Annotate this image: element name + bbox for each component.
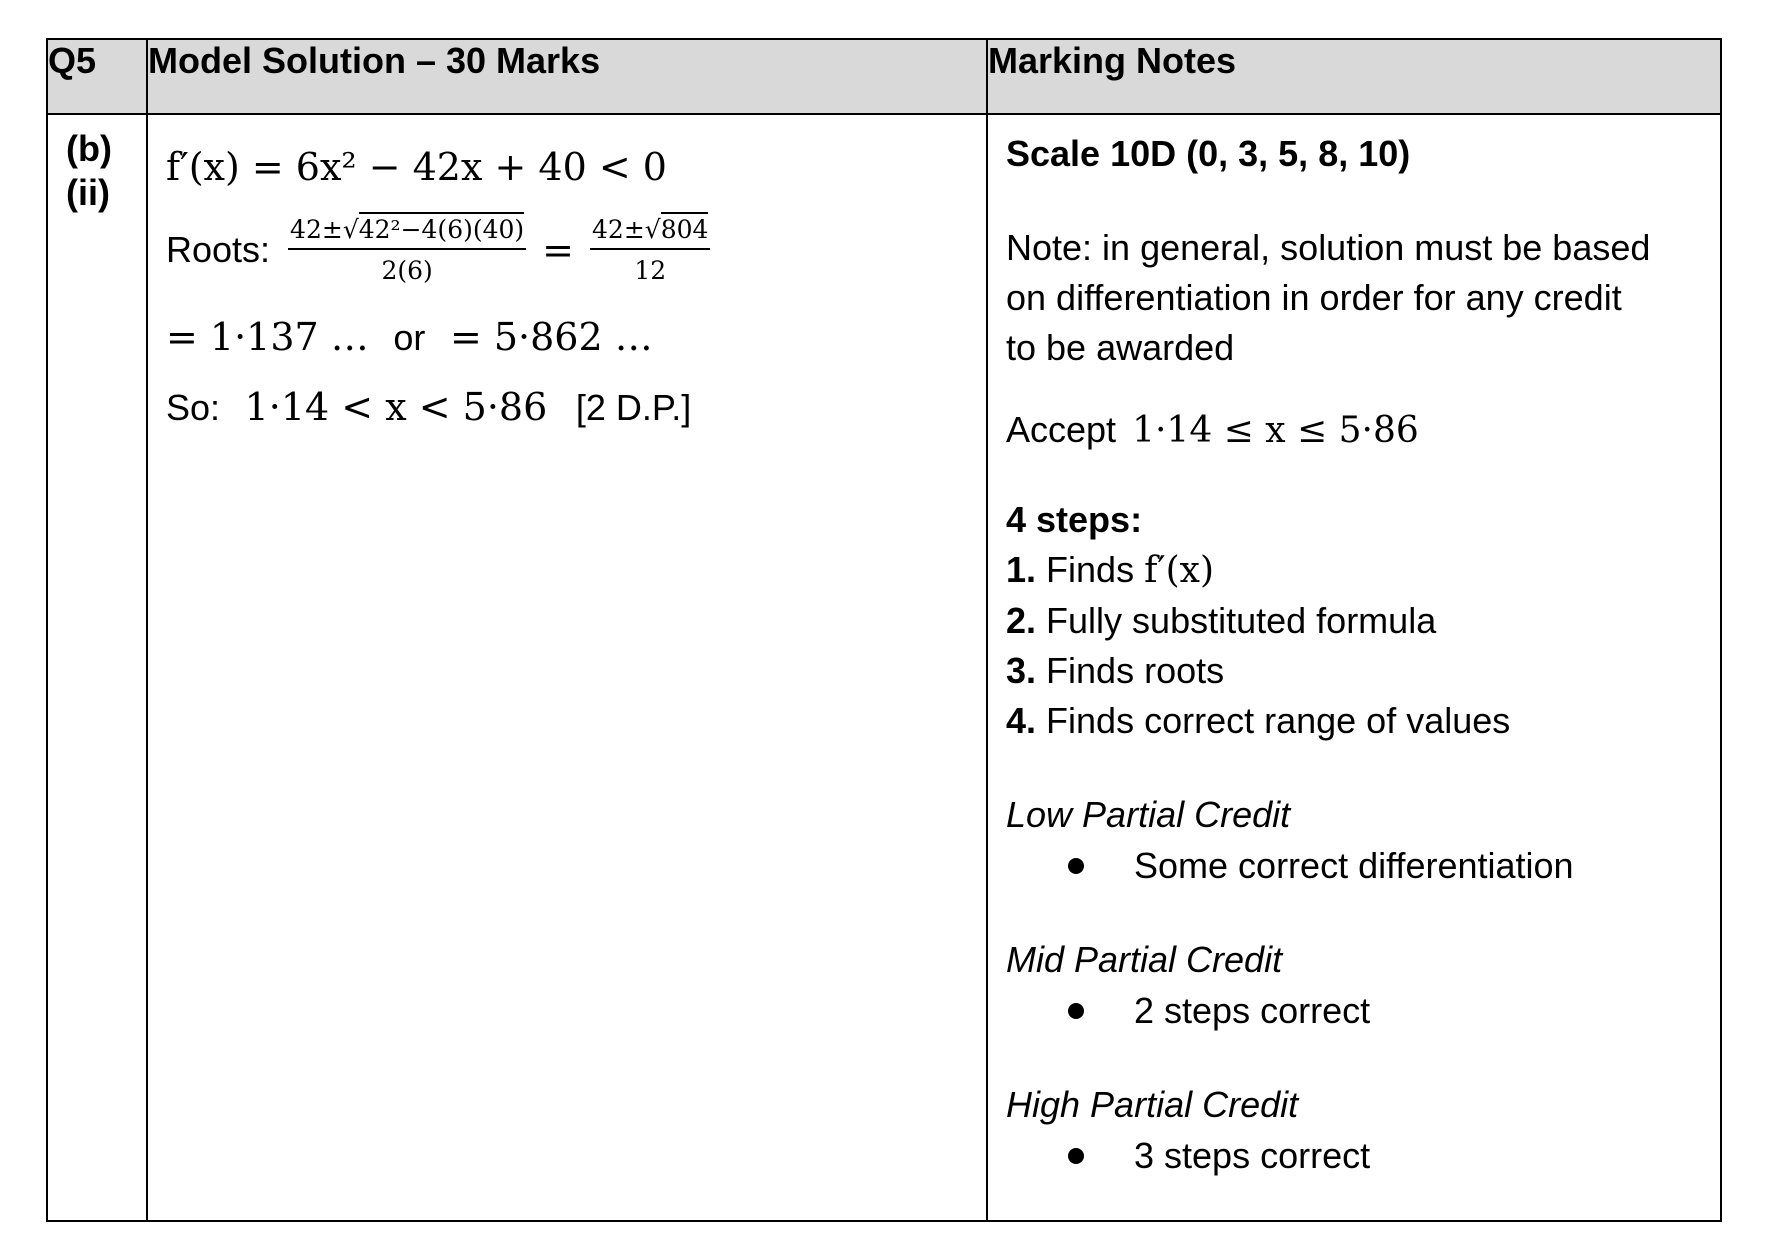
- step-item: [1006, 696, 1706, 746]
- accept-range: 1·14 ≤ x ≤ 5·86: [1132, 410, 1419, 451]
- range-inequality: 1·14 < x < 5·86: [244, 385, 548, 429]
- step-item: [1006, 646, 1706, 696]
- step-text: Finds correct range of values: [1046, 700, 1511, 741]
- high-credit-title: High Partial Credit: [1006, 1084, 1299, 1125]
- step-number: 2.: [1006, 600, 1037, 641]
- simplified-radicand: 804: [661, 212, 709, 244]
- fraction-numerator: [288, 215, 526, 250]
- root-one: = 1·137 …: [166, 315, 369, 359]
- step-item: [1006, 596, 1706, 646]
- fraction-denominator: 2(6): [381, 256, 433, 285]
- accept-label: Accept: [1006, 409, 1117, 450]
- root-two: = 5·862 …: [449, 315, 653, 359]
- low-credit-title: Low Partial Credit: [1006, 794, 1291, 835]
- derivative-inequality: f′(x) = 6x² − 42x + 40 < 0: [166, 145, 667, 189]
- simplified-denominator: 12: [634, 256, 667, 285]
- roots-values: [166, 315, 653, 360]
- decimal-places-note: [2 D.P.]: [575, 387, 692, 428]
- body-row: [48, 114, 1720, 1220]
- general-note: [1006, 223, 1706, 373]
- accept-note: [1006, 405, 1706, 456]
- scale-label: Scale 10D (0, 3, 5, 8, 10): [1006, 133, 1411, 174]
- high-credit-item: [1068, 1135, 1370, 1177]
- header-question: Q5: [48, 40, 147, 114]
- radicand: 42²−4(6)(40): [359, 212, 524, 244]
- roots-line: [166, 215, 716, 285]
- bullet-icon: [1068, 858, 1084, 874]
- model-solution-cell: [147, 114, 987, 1220]
- steps-block: [1006, 495, 1706, 746]
- step-number: 1.: [1006, 549, 1037, 590]
- step-item: [1006, 545, 1706, 596]
- roots-label: Roots:: [166, 229, 271, 270]
- bullet-icon: [1068, 1148, 1084, 1164]
- part-label: [48, 115, 146, 215]
- note-line-3: to be awarded: [1006, 327, 1235, 368]
- sqrt-icon: √: [644, 215, 661, 244]
- bullet-icon: [1068, 1003, 1084, 1019]
- low-credit-item: [1068, 845, 1574, 887]
- mid-credit-text: 2 steps correct: [1134, 990, 1371, 1031]
- step-text: Finds roots: [1046, 650, 1225, 691]
- quadratic-formula-fraction: [288, 215, 526, 285]
- simplified-prefix: 42±: [592, 215, 645, 244]
- step-number: 3.: [1006, 650, 1037, 691]
- sqrt-icon: √: [342, 215, 359, 244]
- numerator-prefix: 42±: [290, 215, 343, 244]
- part-label-ii: (ii): [66, 172, 110, 213]
- simplified-numerator: [590, 215, 710, 250]
- marking-scheme-table: [46, 38, 1722, 1222]
- marking-notes-cell: [987, 114, 1720, 1220]
- equals-sign: =: [542, 228, 575, 272]
- step-number: 4.: [1006, 700, 1037, 741]
- part-label-b: (b): [66, 128, 112, 169]
- header-row: [48, 40, 1720, 114]
- step-text: Finds: [1046, 549, 1135, 590]
- steps-title: 4 steps:: [1006, 499, 1143, 540]
- step-text: Fully substituted formula: [1046, 600, 1437, 641]
- simplified-fraction: [590, 215, 710, 285]
- solution-range: [166, 385, 691, 430]
- grid: [48, 40, 1720, 1220]
- note-line-2: on differentiation in order for any credit: [1006, 277, 1622, 318]
- so-label: So:: [166, 387, 221, 428]
- or-word: or: [393, 317, 426, 358]
- high-credit-text: 3 steps correct: [1134, 1135, 1371, 1176]
- mid-credit-item: [1068, 990, 1370, 1032]
- mid-credit-title: Mid Partial Credit: [1006, 939, 1283, 980]
- header-marking-notes: Marking Notes: [987, 40, 1720, 114]
- part-cell: [48, 114, 147, 1220]
- low-credit-text: Some correct differentiation: [1134, 845, 1574, 886]
- header-model-solution: Model Solution – 30 Marks: [147, 40, 987, 114]
- step-math: f′(x): [1144, 550, 1214, 591]
- note-line-1: Note: in general, solution must be based: [1006, 227, 1651, 268]
